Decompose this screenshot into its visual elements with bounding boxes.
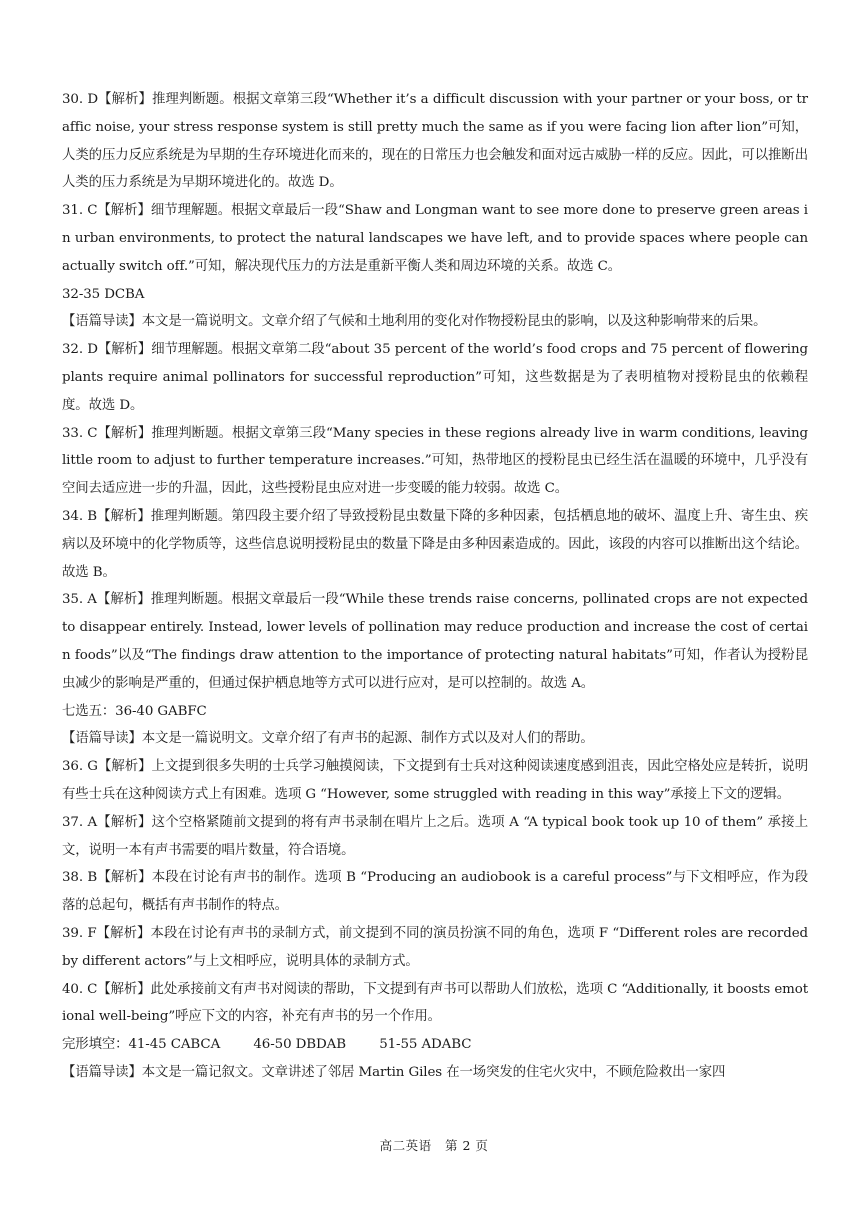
passage-guide-audiobooks: 【语篇导读】本文是一篇说明文。文章介绍了有声书的起源、制作方式以及对人们的帮助。 xyxy=(62,731,594,747)
answers-32-35: 32-35 DCBA xyxy=(62,286,145,302)
explanation-q36: 36. G【解析】上文提到很多失明的士兵学习触摸阅读，下文提到有士兵对这种阅读速度感到沮丧，因此空格处应是转折，说明有些士兵在这种阅读方式上有困难。选项 G “However, some struggled with reading in this way”承接上下文的逻辑。 xyxy=(62,759,808,802)
page-footer: 高二英语 第 2 页 xyxy=(379,1138,489,1153)
explanation-q32: 32. D【解析】细节理解题。根据文章第二段“about 35 percent of the world’s food crops and 75 percent of flowering plants require animal pollinators for successful reproduction”可知，这些数据是为了表明植物对授粉昆虫的依赖程度。故选 D。 xyxy=(62,342,808,413)
explanation-q34: 34. B【解析】推理判断题。第四段主要介绍了导致授粉昆虫数量下降的多种因素，包括栖息地的破坏、温度上升、寄生虫、疾病以及环境中的化学物质等，这些信息说明授粉昆虫的数量下降是由多种因素造成的。因此，该段的内容可以推断出这个结论。故选 B。 xyxy=(62,508,808,580)
explanation-q31: 31. C【解析】细节理解题。根据文章最后一段“Shaw and Longman want to see more done to preserve green areas in urban environments, to protect the natural landscapes we have left, and to provide spaces where people can actually switch off.”可知，解决现代压力的方法是重新平衡人类和周边环境的关系。故选 C。 xyxy=(62,203,808,274)
explanation-q37: 37. A【解析】这个空格紧随前文提到的将有声书录制在唱片上之后。选项 A “A typical book took up 10 of them” 承接上文，说明一本有声书需要的唱片数量，符合语境。 xyxy=(62,814,808,858)
explanation-q39: 39. F【解析】本段在讨论有声书的录制方式，前文提到不同的演员扮演不同的角色，选项 F “Different roles are recorded by different actors”与上文相呼应，说明具体的录制方式。 xyxy=(62,925,808,969)
answers-41-55: 完形填空：41-45 CABCA 46-50 DBDAB 51-55 ADABC xyxy=(62,1037,472,1053)
answers-36-40: 七选五：36-40 GABFC xyxy=(62,703,207,719)
passage-guide-fire-rescue: 【语篇导读】本文是一篇记叙文。文章讲述了邻居 Martin Giles 在一场突发的住宅火灾中，不顾危险救出一家四 xyxy=(62,1064,726,1080)
explanation-q33: 33. C【解析】推理判断题。根据文章第三段“Many species in these regions already live in warm conditions, leaving little room to adjust to further temperature increases.”可知，热带地区的授粉昆虫已经生活在温暖的环境中，几乎没有空间去适应进一步的升温，因此，这些授粉昆虫应对进一步变暖的能力较弱。故选 C。 xyxy=(62,425,808,497)
explanation-q40: 40. C【解析】此处承接前文有声书对阅读的帮助，下文提到有声书可以帮助人们放松，选项 C “Additionally, it boosts emotional well-being”呼应下文的内容，补充有声书的另一个作用。 xyxy=(62,981,808,1025)
passage-guide-pollinators: 【语篇导读】本文是一篇说明文。文章介绍了气候和土地利用的变化对作物授粉昆虫的影响，以及这种影响带来的后果。 xyxy=(62,314,767,330)
explanation-q35: 35. A【解析】推理判断题。根据文章最后一段“While these trends raise concerns, pollinated crops are not expected to disappear entirely. Instead, lower levels of pollination may reduce production and increase the cost of certain foods”以及“The findings draw attention to the importance of protecting natural habitats”可知，作者认为授粉昆虫减少的影响是严重的，但通过保护栖息地等方式可以进行应对，是可以控制的。故选 A。 xyxy=(62,592,808,691)
explanation-q38: 38. B【解析】本段在讨论有声书的制作。选项 B “Producing an audiobook is a careful process”与下文相呼应，作为段落的总起句，概括有声书制作的特点。 xyxy=(62,870,808,914)
explanation-q30: 30. D【解析】推理判断题。根据文章第三段“Whether it’s a difficult discussion with your partner or your boss, or traffic noise, your stress response system is still pretty much the same as if you were facing lion after lion”可知，人类的压力反应系统是为早期的生存环境进化而来的，现在的日常压力也会触发和面对远古威胁一样的反应。因此，可以推断出人类的压力系统是为早期环境进化的。故选 D。 xyxy=(62,92,808,191)
answer-explanations xyxy=(62,86,808,1087)
